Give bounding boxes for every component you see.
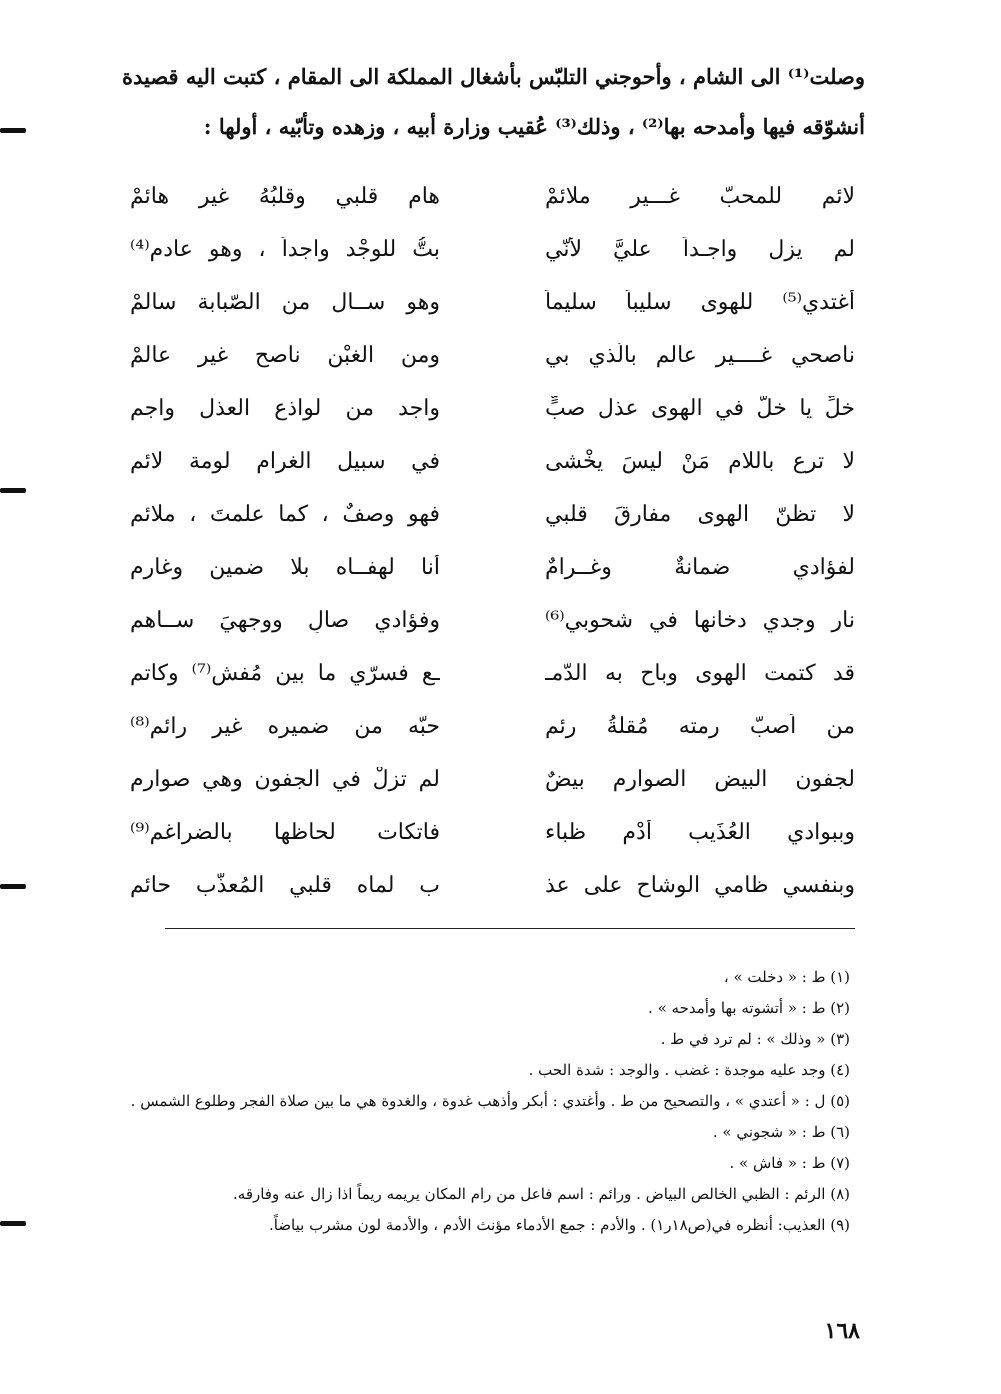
footnote: (١) ط : « دخلت » ، <box>723 968 850 986</box>
verse <box>130 435 855 488</box>
second-hemistich: ب لماه قلبي المُعذّب حائم <box>130 873 440 898</box>
footnote: (٨) الرئم : الظبي الخالص البياض . ورائم : اسم فاعل من رام المكان يريمه ريماً اذا زال عنه وفارقه. <box>233 1185 850 1203</box>
first-hemistich: ناصحي غــــير عالم بالّذي بي <box>545 343 855 368</box>
intro-line: أنشوّقه فيها وأمدحه بها⁽²⁾ ، وذلك⁽³⁾ عُقيب وزارة أبيه ، وزهده وتأبّيه ، أولها : <box>203 114 865 139</box>
intro-paragraph <box>105 52 865 152</box>
footnote: (٥) ل : « أعتدي » ، والتصحيح من ط . وأغتدي : أبكر وأذهب غدوة ، والغدوة هي ما بين صلاة الفجر وطلوع الشمس . <box>130 1092 850 1110</box>
first-hemistich: أغتدي⁽⁵⁾ للهوى سليباً سليماً <box>545 290 855 315</box>
verse <box>130 647 855 700</box>
second-hemistich: لم تزلْ في الجفون وهي صوارم <box>130 767 440 792</box>
verse <box>130 329 855 382</box>
verse <box>130 859 855 912</box>
first-hemistich: من اَصبّ رمته مُقلةُ رئم <box>545 714 855 739</box>
margin-mark <box>0 488 26 493</box>
intro-line: وصلت⁽¹⁾ الى الشام ، وأحوجني التلبّس بأشغال المملكة الى المقام ، كتبت اليه قصيدة <box>121 64 865 89</box>
second-hemistich: وهو ســال من الصّبابة سالمْ <box>130 290 440 315</box>
first-hemistich: وبنفسي ظامي الوشاح على عذ <box>545 873 855 898</box>
second-hemistich: ـع فسرّي ما بين مُفش⁽⁷⁾ وكاتم <box>130 661 440 686</box>
verse <box>130 753 855 806</box>
verse <box>130 488 855 541</box>
footnote: (٣) « وذلك » : لم ترد في ط . <box>660 1030 850 1048</box>
margin-mark <box>0 128 26 133</box>
footnotes <box>105 962 850 1241</box>
verse <box>130 594 855 647</box>
second-hemistich: وفؤادي صالٍ ووجهيَ ســاهم <box>130 608 440 633</box>
verse <box>130 382 855 435</box>
first-hemistich: وببوادي العُذَيب أُدْم ظباء <box>545 820 855 845</box>
second-hemistich: بتُّ للوجْد واجداً ، وهو عادم⁽⁴⁾ <box>130 237 440 262</box>
second-hemistich: حبّه من ضميره غير رائم⁽⁸⁾ <box>130 714 440 739</box>
verse <box>130 276 855 329</box>
verse <box>130 541 855 594</box>
verse <box>130 170 855 223</box>
second-hemistich: أنا لهفــاه بلا ضمين وغارم <box>130 555 440 580</box>
first-hemistich: لائم للمحبّ غـــير ملائمْ <box>545 184 855 209</box>
second-hemistich: هام قلبي وقلبُهُ غير هائمْ <box>130 184 440 209</box>
first-hemistich: لا ترع باللام مَنْ ليسَ يخْشى <box>545 449 855 474</box>
second-hemistich: فهو وصفٌ ، كما علمتَ ، ملائم <box>130 502 440 527</box>
footnote: (٢) ط : « أتشوته بها وأمدحه » . <box>648 999 850 1017</box>
footnote-separator <box>165 928 855 929</box>
footnote: (٦) ط : « شجوني » . <box>712 1123 850 1141</box>
second-hemistich: في سبيل الغرام لومة لائم <box>130 449 440 474</box>
first-hemistich: لفؤادي ضمانةٌ وغــرامٌ <box>545 555 855 580</box>
first-hemistich: لجفون البيض الصوارم بيضٌ <box>545 767 855 792</box>
footnote: (٤) وجد عليه موجدة : غضب . والوجد : شدة الحب . <box>528 1061 850 1079</box>
first-hemistich: خلِّ يا خلُّ في الهوى عذل صبٍّ <box>545 396 855 421</box>
poem <box>130 170 855 912</box>
second-hemistich: ومن الغبْن ناصح غير عالمْ <box>130 343 440 368</box>
footnote: (٧) ط : « فاش » . <box>729 1154 850 1172</box>
margin-mark <box>0 884 26 889</box>
verse <box>130 700 855 753</box>
margin-mark <box>0 1221 26 1226</box>
footnote: (٩) العذيب: أنظره في(ص١٨ر١) . والأدم : جمع الأدماء مؤنث الأدم ، والأدمة لون مشرب بياضاً. <box>268 1216 850 1234</box>
second-hemistich: فاتكات لحاظها بالضراغم⁽⁹⁾ <box>130 820 440 845</box>
first-hemistich: قد كتمت الهوى وباح به الدّمـ <box>545 661 855 686</box>
first-hemistich: نار وجدي دخانها في شحوبي⁽⁶⁾ <box>545 608 855 633</box>
page-number: ١٦٨ <box>824 1318 860 1344</box>
second-hemistich: واجد من لواذع العذل واجم <box>130 396 440 421</box>
verse <box>130 806 855 859</box>
verse <box>130 223 855 276</box>
first-hemistich: لم يزل واجـداً عليَّ لأنّي <box>545 237 855 262</box>
first-hemistich: لا تظنّ الهوى مفارقَ قلبي <box>545 502 855 527</box>
